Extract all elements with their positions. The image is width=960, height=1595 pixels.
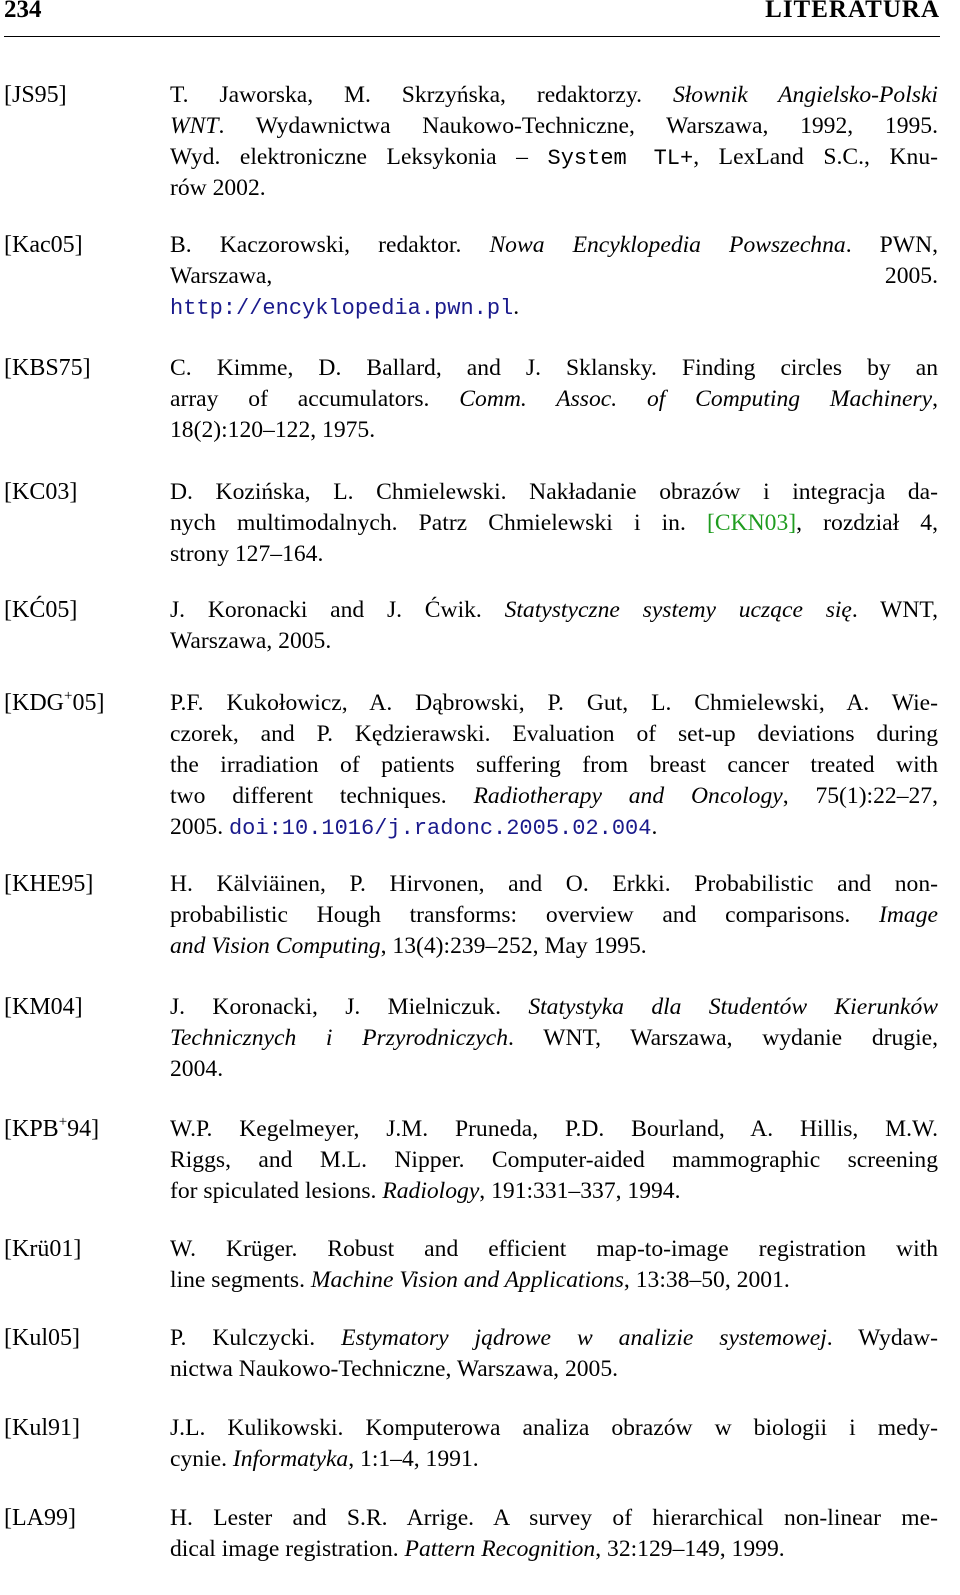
italic-title: Statystyczne systemy uczące się	[504, 597, 852, 623]
text-run: cynie.	[170, 1446, 233, 1472]
reference-line	[170, 1265, 938, 1296]
text-run: the irradiation of patients suffering from breast cancer treated with	[170, 752, 938, 778]
italic-title: WNT	[170, 113, 219, 139]
italic-title: Słownik Angielsko-Polski	[672, 82, 938, 108]
text-run: , 32:129–149, 1999.	[595, 1536, 785, 1562]
reference-text	[170, 1323, 938, 1385]
citation-key	[4, 1323, 80, 1354]
citation-key-text: [Krü01]	[4, 1236, 82, 1262]
header-rule	[4, 36, 940, 37]
reference-line	[170, 595, 938, 626]
text-run: Warszawa, 2005.	[170, 628, 332, 654]
text-run: array of accumulators.	[170, 386, 460, 412]
italic-title: Nowa Encyklopedia Powszechna	[489, 232, 846, 258]
text-run: . WNT, Warszawa, wydanie drugie,	[508, 1025, 938, 1051]
reference-text	[170, 80, 938, 204]
italic-title: Estymatory jądrowe w analizie systemowej	[341, 1325, 827, 1351]
citation-key	[4, 80, 67, 111]
text-run: .	[651, 814, 658, 840]
reference-line	[170, 353, 938, 384]
text-run: P. Kulczycki.	[170, 1325, 342, 1351]
text-run: Warszawa, 2005.	[170, 263, 938, 289]
text-run: , 13:38–50, 2001.	[623, 1267, 790, 1293]
text-run: P.F. Kukołowicz, A. Dąbrowski, P. Gut, L. Chmielewski, A. Wie-	[170, 690, 938, 716]
citation-key	[4, 477, 77, 508]
text-run: ,	[932, 386, 938, 412]
text-run: J. Koronacki and J. Ćwik.	[170, 597, 505, 623]
citation-key-text: [KĆ05]	[4, 597, 78, 623]
text-run: . Wydawnictwa Naukowo-Techniczne, Warszawa, 1992, 1995.	[218, 113, 938, 139]
text-run: B. Kaczorowski, redaktor.	[170, 232, 490, 258]
cross-reference-link[interactable]: [CKN03]	[707, 510, 797, 536]
citation-key	[4, 1234, 81, 1265]
reference-line	[170, 1503, 938, 1534]
reference-line	[170, 539, 938, 570]
text-run: nictwa Naukowo-Techniczne, Warszawa, 2005.	[170, 1356, 619, 1382]
citation-key-text: [KDG	[4, 690, 64, 716]
italic-title: Informatyka	[232, 1446, 349, 1472]
italic-title: Radiotherapy and Oncology	[473, 783, 783, 809]
text-run: .	[513, 294, 520, 320]
reference-text	[170, 688, 938, 843]
reference-line	[170, 1354, 938, 1385]
reference-line	[170, 931, 938, 962]
citation-key-text: [KPB	[4, 1116, 59, 1142]
reference-text	[170, 1413, 938, 1475]
italic-title: and Vision Computing	[170, 933, 381, 959]
citation-key-text: [KM04]	[4, 994, 83, 1020]
reference-text	[170, 869, 938, 962]
reference-line	[170, 230, 938, 261]
reference-text	[170, 477, 938, 570]
text-run: , 191:331–337, 1994.	[479, 1178, 681, 1204]
text-run: dical image registration.	[170, 1536, 405, 1562]
text-run: probabilistic Hough transforms: overview and comparisons.	[170, 902, 880, 928]
text-run: . WNT,	[851, 597, 938, 623]
reference-line	[170, 1413, 938, 1444]
reference-line	[170, 508, 938, 539]
reference-line	[170, 900, 938, 931]
reference-line	[170, 261, 938, 292]
reference-line	[170, 869, 938, 900]
reference-line	[170, 812, 938, 843]
italic-title: Pattern Recognition	[404, 1536, 596, 1562]
reference-line	[170, 80, 938, 111]
text-run: , LexLand S.C., Knu-	[693, 144, 938, 170]
citation-key	[4, 1503, 76, 1534]
text-run: 18(2):120–122, 1975.	[170, 417, 376, 443]
text-run: , rozdział 4,	[796, 510, 938, 536]
italic-title: Technicznych i Przyrodniczych	[170, 1025, 509, 1051]
citation-key	[4, 1114, 99, 1145]
citation-key-text: [KHE95]	[4, 871, 94, 897]
monospace-text: System TL+	[547, 146, 694, 171]
reference-line	[170, 1234, 938, 1265]
reference-line	[170, 142, 938, 173]
citation-key	[4, 230, 83, 261]
citation-key	[4, 869, 93, 900]
text-run: . PWN,	[845, 232, 939, 258]
citation-key-tail: 94]	[67, 1116, 100, 1142]
text-run: two different techniques.	[170, 783, 474, 809]
text-run: for spiculated lesions.	[170, 1178, 383, 1204]
reference-line	[170, 1534, 938, 1565]
citation-key	[4, 688, 104, 719]
text-run: strony 127–164.	[170, 541, 324, 567]
text-run: , 75(1):22–27,	[782, 783, 938, 809]
text-run: . Wydaw-	[826, 1325, 938, 1351]
reference-line	[170, 1023, 938, 1054]
italic-title: Machine Vision and Applications	[310, 1267, 624, 1293]
reference-text	[170, 1503, 938, 1565]
citation-key-text: [KC03]	[4, 479, 78, 505]
text-run: H. Lester and S.R. Arrige. A survey of hierarchical non-linear me-	[170, 1505, 938, 1531]
reference-line	[170, 415, 938, 446]
text-run: Wyd. elektroniczne Leksykonia –	[170, 144, 548, 170]
reference-line	[170, 1114, 938, 1145]
reference-text	[170, 1114, 938, 1207]
text-run: W. Krüger. Robust and efficient map-to-image registration with	[170, 1236, 938, 1262]
reference-text	[170, 992, 938, 1085]
text-run: , 13(4):239–252, May 1995.	[380, 933, 647, 959]
text-run: D. Kozińska, L. Chmielewski. Nakładanie obrazów i integracja da-	[170, 479, 938, 505]
text-run: , 1:1–4, 1991.	[348, 1446, 479, 1472]
reference-line	[170, 1444, 938, 1475]
reference-line	[170, 1176, 938, 1207]
text-run: W.P. Kegelmeyer, J.M. Pruneda, P.D. Bourland, A. Hillis, M.W.	[170, 1116, 938, 1142]
reference-line	[170, 781, 938, 812]
running-title: LITERATURA	[765, 0, 940, 23]
reference-text	[170, 230, 938, 323]
citation-key	[4, 992, 83, 1023]
hyperlink[interactable]: http://encyklopedia.pwn.pl	[170, 296, 514, 321]
citation-key	[4, 353, 91, 384]
italic-title: Comm. Assoc. of Computing Machinery	[459, 386, 933, 412]
reference-line	[170, 1054, 938, 1085]
reference-line	[170, 688, 938, 719]
text-run: 2004.	[170, 1056, 224, 1082]
text-run: C. Kimme, D. Ballard, and J. Sklansky. Finding circles by an	[170, 355, 938, 381]
text-run: 2005.	[170, 814, 229, 840]
text-run: J. Koronacki, J. Mielniczuk.	[170, 994, 529, 1020]
text-run: line segments.	[170, 1267, 311, 1293]
reference-text	[170, 595, 938, 657]
citation-key-superscript: +	[64, 688, 73, 704]
reference-line	[170, 626, 938, 657]
reference-line	[170, 1145, 938, 1176]
citation-key	[4, 1413, 80, 1444]
reference-text	[170, 1234, 938, 1296]
citation-key-text: [Kac05]	[4, 232, 83, 258]
running-header	[4, 0, 940, 26]
text-run: czorek, and P. Kędzierawski. Evaluation of set-up deviations during	[170, 721, 938, 747]
italic-title: Image	[879, 902, 938, 928]
citation-key-text: [KBS75]	[4, 355, 91, 381]
italic-title: Radiology	[382, 1178, 480, 1204]
reference-line	[170, 111, 938, 142]
reference-line	[170, 173, 938, 204]
reference-line	[170, 384, 938, 415]
text-run: H. Kälviäinen, P. Hirvonen, and O. Erkki. Probabilistic and non-	[170, 871, 938, 897]
italic-title: Statystyka dla Studentów Kierunków	[528, 994, 938, 1020]
citation-key	[4, 595, 77, 626]
reference-line	[170, 292, 938, 323]
citation-key-tail: 05]	[72, 690, 105, 716]
reference-line	[170, 477, 938, 508]
text-run: T. Jaworska, M. Skrzyńska, redaktorzy.	[170, 82, 673, 108]
text-run: Riggs, and M.L. Nipper. Computer-aided mammographic screening	[170, 1147, 938, 1173]
citation-key-superscript: +	[58, 1114, 68, 1130]
reference-text	[170, 353, 938, 446]
text-run: rów 2002.	[170, 175, 266, 201]
hyperlink[interactable]: doi:10.1016/j.radonc.2005.02.004	[228, 816, 652, 841]
citation-key-text: [Kul91]	[4, 1415, 80, 1441]
text-run: J.L. Kulikowski. Komputerowa analiza obrazów w biologii i medy-	[170, 1415, 938, 1441]
text-run: nych multimodalnych. Patrz Chmielewski i in.	[170, 510, 708, 536]
citation-key-text: [Kul05]	[4, 1325, 80, 1351]
reference-line	[170, 719, 938, 750]
citation-key-text: [LA99]	[4, 1505, 76, 1531]
reference-line	[170, 750, 938, 781]
reference-line	[170, 1323, 938, 1354]
page-number: 234	[4, 0, 42, 23]
reference-line	[170, 992, 938, 1023]
citation-key-text: [JS95]	[4, 82, 67, 108]
